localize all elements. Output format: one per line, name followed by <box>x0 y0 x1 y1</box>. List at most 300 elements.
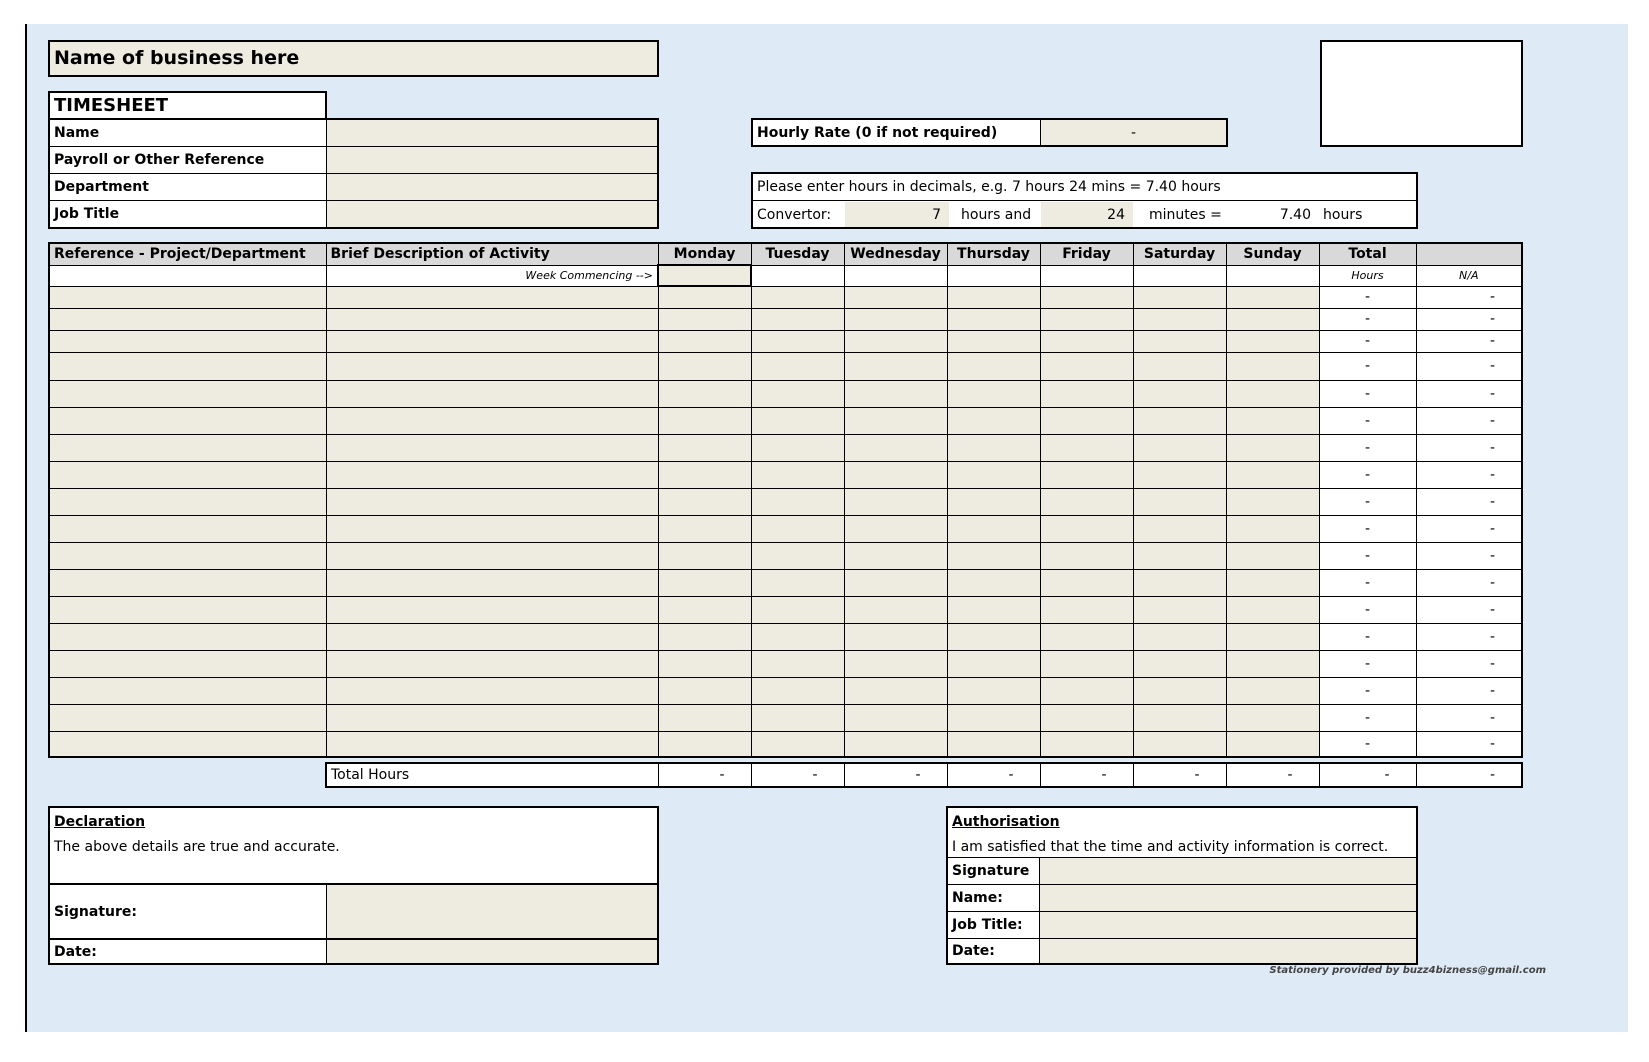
day-hours-input[interactable] <box>751 286 844 308</box>
day-hours-input[interactable] <box>1133 677 1226 704</box>
day-hours-input[interactable] <box>947 286 1040 308</box>
day-hours-input[interactable] <box>1040 380 1133 407</box>
reference-input[interactable] <box>49 308 326 330</box>
authorisation-title-text: Authorisation <box>952 814 1060 830</box>
convertor-label-text: Convertor: <box>757 206 832 223</box>
total-hours-subheader <box>1319 265 1416 286</box>
authorisation-input[interactable] <box>1040 885 1416 912</box>
day-hours-input[interactable] <box>1226 407 1319 434</box>
description-input[interactable] <box>326 352 658 380</box>
day-hours-input[interactable] <box>1226 286 1319 308</box>
day-hours-input[interactable] <box>947 731 1040 757</box>
day-hours-input[interactable] <box>1226 623 1319 650</box>
day-hours-input[interactable] <box>844 596 947 623</box>
table-row <box>49 488 1522 515</box>
table-row <box>49 286 1522 308</box>
week-day-cell <box>751 265 844 286</box>
description-input[interactable] <box>326 330 658 352</box>
row-total-hours <box>1319 704 1416 731</box>
day-hours-input[interactable] <box>751 731 844 757</box>
day-hours-input[interactable] <box>947 596 1040 623</box>
day-hours-input[interactable] <box>1040 488 1133 515</box>
day-hours-input[interactable] <box>947 488 1040 515</box>
day-hours-input[interactable] <box>1226 677 1319 704</box>
business-name-field[interactable] <box>48 40 659 77</box>
table-row <box>49 330 1522 352</box>
description-input[interactable] <box>326 569 658 596</box>
row-na-value <box>1416 380 1522 407</box>
info-label-text: Name <box>54 125 100 141</box>
info-label-text: Department <box>54 179 149 195</box>
authorisation-input[interactable] <box>1040 858 1416 885</box>
info-label-department <box>50 174 327 201</box>
convertor-block <box>751 172 1418 229</box>
day-hours-input[interactable] <box>1040 650 1133 677</box>
description-input[interactable] <box>326 596 658 623</box>
row-total-hours-text: - <box>1364 709 1371 726</box>
authorisation-label-text: Date: <box>952 943 995 959</box>
day-hours-input[interactable] <box>1226 596 1319 623</box>
day-hours-input[interactable] <box>947 515 1040 542</box>
row-na-value <box>1416 596 1522 623</box>
declaration-date-label-text: Date: <box>54 943 97 960</box>
day-hours-input[interactable] <box>1226 330 1319 352</box>
day-hours-input[interactable] <box>1133 515 1226 542</box>
day-hours-input[interactable] <box>658 461 751 488</box>
row-na-value-text: - <box>1489 439 1495 456</box>
authorisation-label-text: Signature <box>952 863 1030 879</box>
column-total-value: - <box>1489 767 1495 783</box>
row-total-hours <box>1319 542 1416 569</box>
day-hours-input[interactable] <box>1040 542 1133 569</box>
row-na-value <box>1416 407 1522 434</box>
column-total-value: - <box>1384 767 1390 783</box>
reference-input[interactable] <box>49 380 326 407</box>
day-hours-input[interactable] <box>658 286 751 308</box>
reference-input[interactable] <box>49 731 326 757</box>
day-hours-input[interactable] <box>947 623 1040 650</box>
convertor-minutes-input[interactable] <box>1041 202 1133 227</box>
day-hours-input[interactable] <box>1133 352 1226 380</box>
day-hours-input[interactable] <box>844 515 947 542</box>
declaration-signature-input[interactable] <box>327 885 657 939</box>
declaration-block <box>48 806 659 965</box>
description-input[interactable] <box>326 308 658 330</box>
reference-input[interactable] <box>49 623 326 650</box>
convertor-label <box>753 202 843 227</box>
day-hours-input[interactable] <box>947 704 1040 731</box>
day-hours-input[interactable] <box>751 330 844 352</box>
authorisation-input[interactable] <box>1040 912 1416 939</box>
authorisation-text <box>948 836 1416 858</box>
day-hours-input[interactable] <box>947 308 1040 330</box>
day-hours-input[interactable] <box>947 380 1040 407</box>
day-hours-input[interactable] <box>751 308 844 330</box>
row-total-hours-text: - <box>1364 520 1371 537</box>
row-na-value <box>1416 704 1522 731</box>
timesheet-title-text: TIMESHEET <box>54 94 169 116</box>
day-hours-input[interactable] <box>658 569 751 596</box>
info-label-text: Job Title <box>54 206 120 222</box>
table-row <box>49 352 1522 380</box>
week-day-cell <box>1040 265 1133 286</box>
day-hours-input[interactable] <box>947 677 1040 704</box>
day-hours-input[interactable] <box>751 488 844 515</box>
day-hours-input[interactable] <box>1040 330 1133 352</box>
day-hours-input[interactable] <box>1133 623 1226 650</box>
table-row <box>49 461 1522 488</box>
day-hours-input[interactable] <box>658 677 751 704</box>
reference-input[interactable] <box>49 352 326 380</box>
column-header-text: Thursday <box>957 246 1030 263</box>
day-hours-input[interactable] <box>1040 461 1133 488</box>
description-input[interactable] <box>326 488 658 515</box>
declaration-title-text: Declaration <box>54 814 146 830</box>
day-hours-input[interactable] <box>1133 596 1226 623</box>
job-title-input[interactable] <box>327 201 657 227</box>
row-na-value-text: - <box>1489 520 1495 537</box>
description-input[interactable] <box>326 623 658 650</box>
row-total-hours <box>1319 286 1416 308</box>
info-label-text: Payroll or Other Reference <box>54 152 265 168</box>
column-total <box>751 763 844 787</box>
table-header-row <box>49 243 1522 265</box>
business-name-text: Name of business here <box>54 47 300 69</box>
row-total-hours <box>1319 330 1416 352</box>
day-hours-input[interactable] <box>844 330 947 352</box>
day-hours-input[interactable] <box>1040 569 1133 596</box>
table-row <box>49 677 1522 704</box>
day-hours-input[interactable] <box>844 352 947 380</box>
column-total-value: - <box>1101 767 1107 783</box>
convertor-minutes-text-label: minutes = <box>1149 206 1222 223</box>
day-hours-input[interactable] <box>844 434 947 461</box>
day-hours-input[interactable] <box>751 704 844 731</box>
row-na-value-text: - <box>1489 655 1495 672</box>
description-input[interactable] <box>326 677 658 704</box>
column-total-value: - <box>719 767 725 783</box>
hourly-rate-label <box>753 120 1041 145</box>
department-input[interactable] <box>327 174 657 201</box>
row-na-value <box>1416 461 1522 488</box>
row-na-value <box>1416 623 1522 650</box>
reference-input[interactable] <box>49 330 326 352</box>
day-hours-input[interactable] <box>1133 380 1226 407</box>
reference-input[interactable] <box>49 650 326 677</box>
table-row <box>49 569 1522 596</box>
day-hours-input[interactable] <box>658 596 751 623</box>
day-hours-input[interactable] <box>1133 407 1226 434</box>
row-total-hours-text: - <box>1364 439 1371 456</box>
day-hours-input[interactable] <box>751 542 844 569</box>
day-hours-input[interactable] <box>751 461 844 488</box>
convertor-hours-value: 7 <box>932 206 941 223</box>
column-total-value: - <box>1287 767 1293 783</box>
day-hours-input[interactable] <box>658 542 751 569</box>
week-commencing-input[interactable] <box>658 265 751 286</box>
declaration-signature-label <box>50 885 327 939</box>
day-hours-input[interactable] <box>1226 569 1319 596</box>
day-hours-input[interactable] <box>751 515 844 542</box>
row-total-hours <box>1319 731 1416 757</box>
day-hours-input[interactable] <box>1133 542 1226 569</box>
reference-input[interactable] <box>49 596 326 623</box>
reference-input[interactable] <box>49 434 326 461</box>
row-na-value-text: - <box>1489 682 1495 699</box>
column-header-text: Total <box>1348 246 1387 263</box>
row-total-hours-text: - <box>1364 735 1371 752</box>
declaration-text <box>50 836 650 858</box>
row-total-hours <box>1319 434 1416 461</box>
row-total-hours <box>1319 308 1416 330</box>
day-hours-input[interactable] <box>844 286 947 308</box>
day-hours-input[interactable] <box>1040 434 1133 461</box>
convertor-result-unit-text: hours <box>1323 206 1363 223</box>
reference-input[interactable] <box>49 515 326 542</box>
row-total-hours-text: - <box>1364 655 1371 672</box>
week-day-cell <box>1226 265 1319 286</box>
convertor-hours-text-label: hours and <box>961 206 1032 223</box>
day-hours-input[interactable] <box>947 650 1040 677</box>
day-hours-input[interactable] <box>1040 407 1133 434</box>
row-na-value-text: - <box>1489 311 1495 327</box>
day-hours-input[interactable] <box>844 704 947 731</box>
reference-input[interactable] <box>49 407 326 434</box>
day-hours-input[interactable] <box>1133 731 1226 757</box>
authorisation-label <box>948 858 1040 885</box>
day-hours-input[interactable] <box>658 407 751 434</box>
day-hours-input[interactable] <box>1133 308 1226 330</box>
column-total-value: - <box>1194 767 1200 783</box>
description-input[interactable] <box>326 380 658 407</box>
day-hours-input[interactable] <box>947 407 1040 434</box>
authorisation-label-text: Name: <box>952 890 1003 906</box>
day-hours-input[interactable] <box>751 623 844 650</box>
day-hours-input[interactable] <box>1040 731 1133 757</box>
row-na-value-text: - <box>1489 333 1495 349</box>
column-total <box>1319 763 1416 787</box>
day-hours-input[interactable] <box>1040 308 1133 330</box>
day-hours-input[interactable] <box>947 569 1040 596</box>
week-blank-cell <box>49 265 326 286</box>
day-hours-input[interactable] <box>1133 488 1226 515</box>
reference-input[interactable] <box>49 461 326 488</box>
day-hours-input[interactable] <box>844 623 947 650</box>
hourly-rate-label-text: Hourly Rate (0 if not required) <box>757 124 998 141</box>
column-total <box>658 763 751 787</box>
day-hours-input[interactable] <box>844 380 947 407</box>
reference-input[interactable] <box>49 569 326 596</box>
day-hours-input[interactable] <box>1133 286 1226 308</box>
row-na-value-text: - <box>1489 601 1495 618</box>
description-input[interactable] <box>326 542 658 569</box>
description-input[interactable] <box>326 650 658 677</box>
na-subheader <box>1416 265 1522 286</box>
column-total-value: - <box>812 767 818 783</box>
column-header-text: Sunday <box>1243 246 1302 263</box>
convertor-hours-text <box>957 202 1042 227</box>
day-hours-input[interactable] <box>844 488 947 515</box>
day-hours-input[interactable] <box>1040 623 1133 650</box>
row-na-value <box>1416 330 1522 352</box>
day-hours-input[interactable] <box>1226 650 1319 677</box>
day-hours-input[interactable] <box>1133 330 1226 352</box>
day-hours-input[interactable] <box>844 569 947 596</box>
description-input[interactable] <box>326 434 658 461</box>
day-hours-input[interactable] <box>1133 434 1226 461</box>
day-hours-input[interactable] <box>658 704 751 731</box>
day-hours-input[interactable] <box>1040 515 1133 542</box>
reference-input[interactable] <box>49 677 326 704</box>
total-hours-label-text: Total Hours <box>331 767 410 783</box>
info-label-name <box>50 120 327 147</box>
day-hours-input[interactable] <box>1226 434 1319 461</box>
total-hours-label <box>326 763 658 787</box>
day-hours-input[interactable] <box>751 596 844 623</box>
day-hours-input[interactable] <box>658 330 751 352</box>
day-hours-input[interactable] <box>1226 488 1319 515</box>
totals-row <box>326 763 1522 787</box>
day-hours-input[interactable] <box>1226 308 1319 330</box>
day-hours-input[interactable] <box>1040 677 1133 704</box>
day-hours-input[interactable] <box>844 677 947 704</box>
day-hours-input[interactable] <box>658 352 751 380</box>
day-hours-input[interactable] <box>947 542 1040 569</box>
day-hours-input[interactable] <box>658 308 751 330</box>
row-total-hours-text: - <box>1364 547 1371 564</box>
payroll-reference-input[interactable] <box>327 147 657 174</box>
declaration-date-input[interactable] <box>327 940 657 963</box>
table-row <box>49 308 1522 330</box>
hourly-rate-input[interactable] <box>1041 120 1226 145</box>
week-day-cell <box>844 265 947 286</box>
description-input[interactable] <box>326 515 658 542</box>
day-hours-input[interactable] <box>1133 461 1226 488</box>
row-total-hours <box>1319 650 1416 677</box>
day-hours-input[interactable] <box>844 461 947 488</box>
day-hours-input[interactable] <box>751 380 844 407</box>
day-hours-input[interactable] <box>1133 704 1226 731</box>
day-hours-input[interactable] <box>844 407 947 434</box>
day-hours-input[interactable] <box>1133 650 1226 677</box>
row-total-hours <box>1319 677 1416 704</box>
day-hours-input[interactable] <box>844 650 947 677</box>
day-hours-input[interactable] <box>658 731 751 757</box>
table-row <box>49 407 1522 434</box>
day-hours-input[interactable] <box>1040 596 1133 623</box>
table-row <box>49 623 1522 650</box>
column-header <box>1040 243 1133 265</box>
day-hours-input[interactable] <box>751 677 844 704</box>
day-hours-input[interactable] <box>844 731 947 757</box>
day-hours-input[interactable] <box>947 461 1040 488</box>
day-hours-input[interactable] <box>658 515 751 542</box>
table-row <box>49 515 1522 542</box>
day-hours-input[interactable] <box>658 650 751 677</box>
day-hours-input[interactable] <box>658 488 751 515</box>
convertor-instruction-text: Please enter hours in decimals, e.g. 7 hours 24 mins = 7.40 hours <box>757 179 1221 195</box>
authorisation-input[interactable] <box>1040 939 1416 963</box>
column-total <box>844 763 947 787</box>
day-hours-input[interactable] <box>1226 542 1319 569</box>
column-header <box>1319 243 1416 265</box>
day-hours-input[interactable] <box>1040 286 1133 308</box>
authorisation-label <box>948 885 1040 912</box>
info-label-payroll <box>50 147 327 174</box>
row-na-value <box>1416 308 1522 330</box>
day-hours-input[interactable] <box>947 434 1040 461</box>
reference-input[interactable] <box>49 704 326 731</box>
day-hours-input[interactable] <box>751 407 844 434</box>
day-hours-input[interactable] <box>1226 380 1319 407</box>
week-day-cell <box>947 265 1040 286</box>
day-hours-input[interactable] <box>844 308 947 330</box>
day-hours-input[interactable] <box>1226 731 1319 757</box>
employee-info-block <box>48 118 659 229</box>
day-hours-input[interactable] <box>658 434 751 461</box>
column-total-value: - <box>1008 767 1014 783</box>
table-row <box>49 596 1522 623</box>
row-total-hours <box>1319 623 1416 650</box>
row-total-hours-text: - <box>1364 682 1371 699</box>
day-hours-input[interactable] <box>844 542 947 569</box>
reference-input[interactable] <box>49 542 326 569</box>
column-total <box>1226 763 1319 787</box>
day-hours-input[interactable] <box>1226 352 1319 380</box>
row-total-hours-text: - <box>1364 385 1371 402</box>
day-hours-input[interactable] <box>751 650 844 677</box>
row-total-hours-text: - <box>1364 628 1371 645</box>
description-input[interactable] <box>326 731 658 757</box>
row-total-hours-text: - <box>1364 601 1371 618</box>
description-input[interactable] <box>326 286 658 308</box>
row-total-hours <box>1319 352 1416 380</box>
row-total-hours-text: - <box>1364 289 1371 305</box>
row-na-value <box>1416 677 1522 704</box>
description-input[interactable] <box>326 704 658 731</box>
day-hours-input[interactable] <box>1040 704 1133 731</box>
row-na-value-text: - <box>1489 628 1495 645</box>
day-hours-input[interactable] <box>1226 461 1319 488</box>
day-hours-input[interactable] <box>1040 352 1133 380</box>
convertor-hours-input[interactable] <box>845 202 949 227</box>
declaration-title <box>50 812 350 832</box>
week-commencing-label <box>326 265 658 286</box>
description-input[interactable] <box>326 461 658 488</box>
name-input[interactable] <box>327 120 657 147</box>
hourly-rate-block <box>751 118 1228 147</box>
authorisation-block <box>946 806 1418 965</box>
day-hours-input[interactable] <box>1226 515 1319 542</box>
week-commencing-label-text: Week Commencing --> <box>525 269 653 282</box>
day-hours-input[interactable] <box>658 623 751 650</box>
reference-input[interactable] <box>49 488 326 515</box>
footer-credit: Stationery provided by buzz4bizness@gmail.com <box>1269 965 1546 976</box>
day-hours-input[interactable] <box>751 569 844 596</box>
reference-input[interactable] <box>49 286 326 308</box>
day-hours-input[interactable] <box>1133 569 1226 596</box>
column-header-text: Saturday <box>1143 246 1216 263</box>
day-hours-input[interactable] <box>751 352 844 380</box>
description-input[interactable] <box>326 407 658 434</box>
row-total-hours-text: - <box>1364 358 1371 374</box>
day-hours-input[interactable] <box>751 434 844 461</box>
day-hours-input[interactable] <box>1226 704 1319 731</box>
authorisation-label <box>948 939 1040 963</box>
day-hours-input[interactable] <box>658 380 751 407</box>
day-hours-input[interactable] <box>947 330 1040 352</box>
day-hours-input[interactable] <box>947 352 1040 380</box>
